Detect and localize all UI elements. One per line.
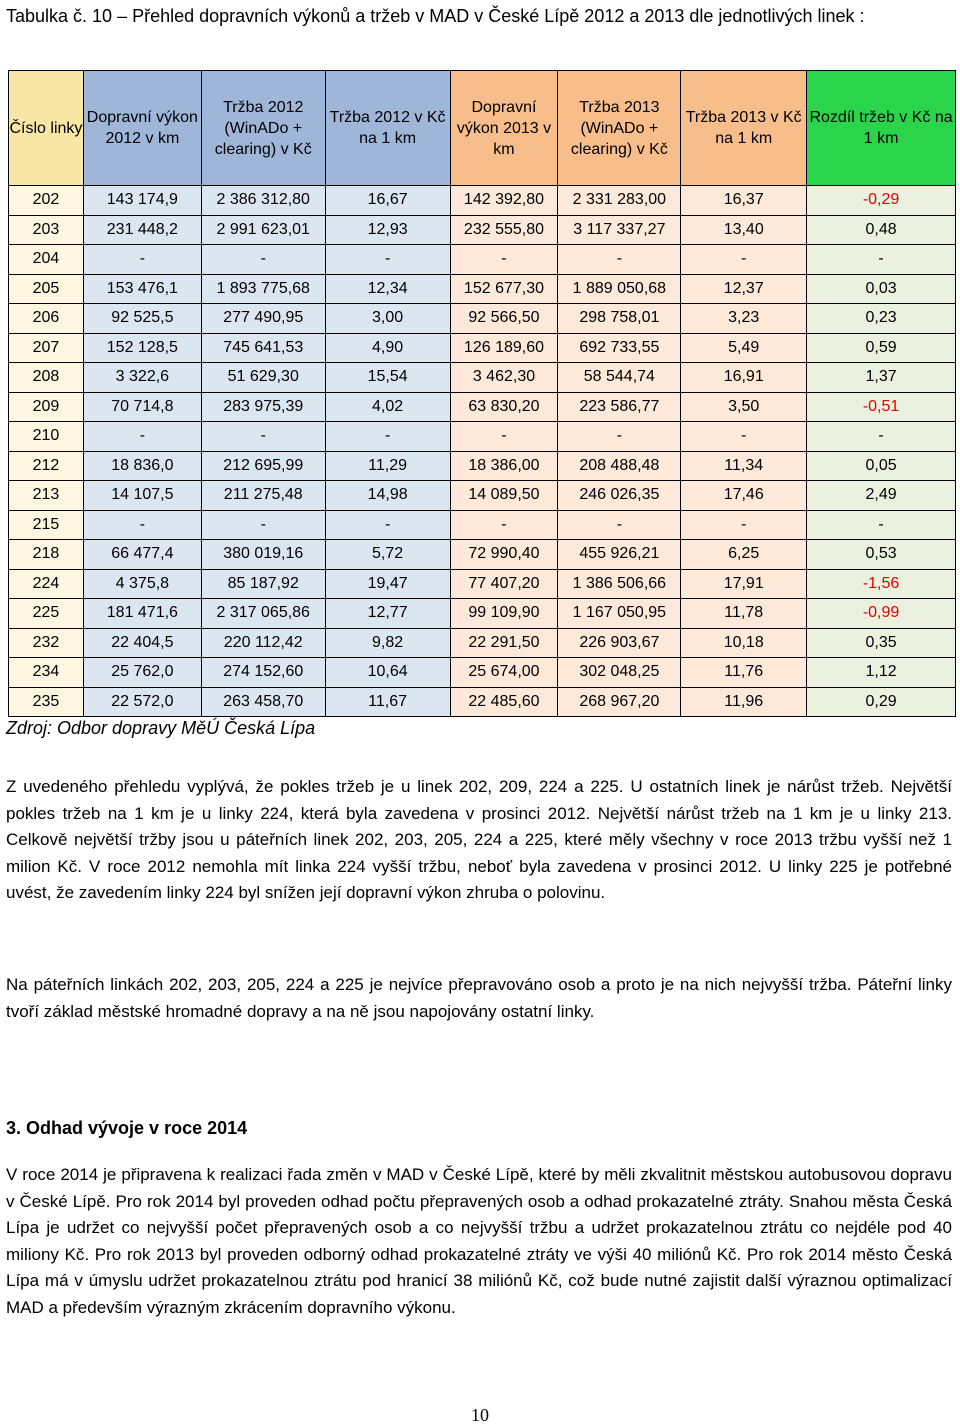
cell-revenue-per-km-2013: 11,78 [681, 599, 807, 629]
cell-line-number: 203 [9, 215, 84, 245]
cell-output-2012: - [83, 510, 201, 540]
cell-revenue-per-km-2012: 4,02 [325, 392, 450, 422]
cell-output-2013: - [450, 510, 558, 540]
cell-revenue-difference: - [807, 245, 956, 275]
cell-revenue-per-km-2012: 9,82 [325, 628, 450, 658]
cell-output-2012: 66 477,4 [83, 540, 201, 570]
cell-line-number: 206 [9, 304, 84, 334]
cell-revenue-2012: 212 695,99 [201, 451, 325, 481]
cell-revenue-2012: 51 629,30 [201, 363, 325, 393]
cell-revenue-2012: 277 490,95 [201, 304, 325, 334]
cell-revenue-difference: 0,53 [807, 540, 956, 570]
cell-revenue-2013: - [558, 510, 681, 540]
cell-revenue-difference: - [807, 510, 956, 540]
cell-line-number: 209 [9, 392, 84, 422]
cell-output-2013: 25 674,00 [450, 658, 558, 688]
cell-output-2012: - [83, 422, 201, 452]
cell-output-2013: - [450, 245, 558, 275]
header-revenue-2013: Tržba 2013 (WinADo + clearing) v Kč [558, 71, 681, 186]
cell-output-2013: 22 485,60 [450, 687, 558, 717]
header-output-2013: Dopravní výkon 2013 v km [450, 71, 558, 186]
page-number: 10 [471, 1405, 489, 1425]
cell-line-number: 234 [9, 658, 84, 688]
cell-revenue-per-km-2013: - [681, 422, 807, 452]
table-row [9, 304, 956, 334]
cell-revenue-2013: 2 331 283,00 [558, 186, 681, 216]
cell-revenue-2013: 246 026,35 [558, 481, 681, 511]
cell-revenue-2013: 1 167 050,95 [558, 599, 681, 629]
table-row [9, 451, 956, 481]
cell-revenue-2013: 268 967,20 [558, 687, 681, 717]
cell-output-2012: 14 107,5 [83, 481, 201, 511]
cell-revenue-difference: 2,49 [807, 481, 956, 511]
table-row [9, 540, 956, 570]
table-row [9, 363, 956, 393]
table-row [9, 392, 956, 422]
table-body [9, 186, 956, 717]
cell-revenue-per-km-2012: 12,77 [325, 599, 450, 629]
paragraph-trunk-lines: Na páteřních linkách 202, 203, 205, 224 a 225 je nejvíce přepravováno osob a proto je na nich nejvyšší tržba. Páteřní linky tvoří základ městské hromadné dopravy a na ně jsou napojovány ostatní linky. [6, 975, 952, 1021]
cell-revenue-2012: 380 019,16 [201, 540, 325, 570]
table-row [9, 274, 956, 304]
table-caption: Tabulka č. 10 – Přehled dopravních výkonů a tržeb v MAD v České Lípě 2012 a 2013 dle jednotlivých linek : [6, 6, 865, 26]
cell-revenue-per-km-2012: 4,90 [325, 333, 450, 363]
paragraph-estimate-2014: V roce 2014 je připravena k realizaci řada změn v MAD v České Lípě, které by měli zkvalitnit městskou autobusovou dopravu v České Lípě. Pro rok 2014 byl proveden odhad počtu přepravených osob a odhad prokazatelné ztráty. Snahou města Česká Lípa je udržet co nejvyšší počet přepravených osob a co nejvyšší tržbu a udržet prokazatelnou ztrátu co nejdéle pod 40 miliony Kč. Pro rok 2013 byl proveden odborný odhad prokazatelné ztráty ve výši 40 miliónů Kč. Pro rok 2014 město Česká Lípa má v úmyslu udržet prokazatelnou ztrátu pod hranicí 38 miliónů Kč, což bude nutné zajistit další výraznou optimalizací MAD a především výrazným zkrácením dopravního výkonu. [6, 1165, 952, 1317]
cell-revenue-per-km-2013: - [681, 510, 807, 540]
cell-revenue-per-km-2012: 11,29 [325, 451, 450, 481]
cell-revenue-difference: 0,05 [807, 451, 956, 481]
cell-output-2013: - [450, 422, 558, 452]
cell-output-2013: 142 392,80 [450, 186, 558, 216]
table-row [9, 569, 956, 599]
cell-revenue-per-km-2012: - [325, 245, 450, 275]
cell-revenue-difference: 0,03 [807, 274, 956, 304]
cell-revenue-2013: - [558, 245, 681, 275]
cell-output-2012: 18 836,0 [83, 451, 201, 481]
cell-revenue-difference: 0,48 [807, 215, 956, 245]
cell-output-2013: 22 291,50 [450, 628, 558, 658]
cell-revenue-difference: 0,29 [807, 687, 956, 717]
cell-line-number: 232 [9, 628, 84, 658]
cell-line-number: 208 [9, 363, 84, 393]
cell-revenue-2013: - [558, 422, 681, 452]
cell-revenue-per-km-2013: 16,37 [681, 186, 807, 216]
cell-revenue-2012: - [201, 510, 325, 540]
cell-revenue-2012: 745 641,53 [201, 333, 325, 363]
cell-revenue-per-km-2013: 11,96 [681, 687, 807, 717]
cell-revenue-difference: 0,59 [807, 333, 956, 363]
cell-revenue-2012: 220 112,42 [201, 628, 325, 658]
cell-revenue-2013: 208 488,48 [558, 451, 681, 481]
cell-revenue-2013: 1 889 050,68 [558, 274, 681, 304]
cell-revenue-per-km-2013: - [681, 245, 807, 275]
cell-revenue-per-km-2012: 14,98 [325, 481, 450, 511]
cell-revenue-2012: 263 458,70 [201, 687, 325, 717]
cell-revenue-2012: 274 152,60 [201, 658, 325, 688]
cell-revenue-per-km-2013: 12,37 [681, 274, 807, 304]
cell-revenue-per-km-2012: 10,64 [325, 658, 450, 688]
cell-revenue-per-km-2013: 3,50 [681, 392, 807, 422]
cell-revenue-per-km-2013: 11,76 [681, 658, 807, 688]
cell-revenue-per-km-2013: 13,40 [681, 215, 807, 245]
cell-revenue-2012: 211 275,48 [201, 481, 325, 511]
cell-revenue-difference: 0,23 [807, 304, 956, 334]
table-row [9, 628, 956, 658]
table-row [9, 510, 956, 540]
section-heading: 3. Odhad vývoje v roce 2014 [6, 1118, 248, 1138]
cell-revenue-2013: 226 903,67 [558, 628, 681, 658]
cell-revenue-difference: 1,37 [807, 363, 956, 393]
cell-revenue-per-km-2013: 16,91 [681, 363, 807, 393]
cell-output-2012: 231 448,2 [83, 215, 201, 245]
cell-revenue-per-km-2012: 16,67 [325, 186, 450, 216]
cell-line-number: 204 [9, 245, 84, 275]
traffic-revenue-table [8, 70, 956, 717]
cell-output-2013: 14 089,50 [450, 481, 558, 511]
cell-revenue-per-km-2012: - [325, 422, 450, 452]
header-line-number: Číslo linky [9, 71, 84, 186]
cell-output-2013: 92 566,50 [450, 304, 558, 334]
cell-revenue-difference: -0,51 [807, 392, 956, 422]
cell-revenue-per-km-2012: 5,72 [325, 540, 450, 570]
cell-output-2013: 152 677,30 [450, 274, 558, 304]
cell-output-2012: 3 322,6 [83, 363, 201, 393]
cell-output-2013: 77 407,20 [450, 569, 558, 599]
cell-line-number: 207 [9, 333, 84, 363]
cell-output-2012: 152 128,5 [83, 333, 201, 363]
cell-line-number: 224 [9, 569, 84, 599]
cell-revenue-difference: - [807, 422, 956, 452]
table-header-row [9, 71, 956, 186]
cell-revenue-2013: 1 386 506,66 [558, 569, 681, 599]
cell-output-2012: 181 471,6 [83, 599, 201, 629]
cell-revenue-per-km-2013: 10,18 [681, 628, 807, 658]
cell-revenue-difference: -0,99 [807, 599, 956, 629]
cell-revenue-2013: 3 117 337,27 [558, 215, 681, 245]
cell-revenue-per-km-2013: 5,49 [681, 333, 807, 363]
cell-output-2012: 25 762,0 [83, 658, 201, 688]
cell-revenue-2012: - [201, 422, 325, 452]
cell-output-2013: 63 830,20 [450, 392, 558, 422]
cell-output-2012: 92 525,5 [83, 304, 201, 334]
cell-revenue-2012: - [201, 245, 325, 275]
cell-revenue-per-km-2012: 15,54 [325, 363, 450, 393]
cell-revenue-per-km-2012: 11,67 [325, 687, 450, 717]
cell-output-2012: 22 404,5 [83, 628, 201, 658]
table-source: Zdroj: Odbor dopravy MěÚ Česká Lípa [6, 718, 316, 738]
cell-revenue-per-km-2012: - [325, 510, 450, 540]
header-revenue-2012: Tržba 2012 (WinADo + clearing) v Kč [201, 71, 325, 186]
cell-revenue-2012: 2 386 312,80 [201, 186, 325, 216]
cell-line-number: 225 [9, 599, 84, 629]
cell-revenue-2012: 1 893 775,68 [201, 274, 325, 304]
cell-line-number: 210 [9, 422, 84, 452]
header-revenue-per-km-2013: Tržba 2013 v Kč na 1 km [681, 71, 807, 186]
cell-revenue-2012: 85 187,92 [201, 569, 325, 599]
header-revenue-per-km-2012: Tržba 2012 v Kč na 1 km [325, 71, 450, 186]
paragraph-summary: Z uvedeného přehledu vyplývá, že pokles tržeb je u linek 202, 209, 224 a 225. U ostatních linek je nárůst tržeb. Největší pokles tržeb na 1 km je u linky 224, která byla zavedena v prosinci 2012. Největší nárůst tržeb na 1 km je u linky 213. Celkově největší tržby jsou u páteřních linek 202, 203, 205, 224 a 225, které měly všechny v roce 2013 tržbu vyšší než 1 milion Kč. V roce 2012 nemohla mít linka 224 vyšší tržbu, neboť byla zavedena v prosinci 2012. U linky 225 je potřebné uvést, že zavedením linky 224 byl snížen její dopravní výkon zhruba o polovinu. [6, 777, 952, 902]
cell-output-2012: - [83, 245, 201, 275]
cell-output-2013: 18 386,00 [450, 451, 558, 481]
cell-revenue-difference: 0,35 [807, 628, 956, 658]
cell-output-2013: 232 555,80 [450, 215, 558, 245]
cell-line-number: 218 [9, 540, 84, 570]
cell-output-2013: 126 189,60 [450, 333, 558, 363]
table-row [9, 422, 956, 452]
cell-revenue-per-km-2012: 3,00 [325, 304, 450, 334]
cell-output-2013: 99 109,90 [450, 599, 558, 629]
table-row [9, 687, 956, 717]
cell-output-2013: 3 462,30 [450, 363, 558, 393]
cell-revenue-per-km-2013: 6,25 [681, 540, 807, 570]
cell-revenue-2013: 58 544,74 [558, 363, 681, 393]
cell-revenue-2013: 298 758,01 [558, 304, 681, 334]
cell-revenue-2013: 455 926,21 [558, 540, 681, 570]
table-row [9, 658, 956, 688]
cell-line-number: 213 [9, 481, 84, 511]
cell-line-number: 235 [9, 687, 84, 717]
cell-revenue-per-km-2013: 11,34 [681, 451, 807, 481]
cell-output-2012: 143 174,9 [83, 186, 201, 216]
cell-revenue-per-km-2012: 12,34 [325, 274, 450, 304]
cell-revenue-per-km-2012: 12,93 [325, 215, 450, 245]
cell-output-2012: 70 714,8 [83, 392, 201, 422]
cell-revenue-per-km-2013: 17,46 [681, 481, 807, 511]
cell-revenue-2012: 283 975,39 [201, 392, 325, 422]
table-row [9, 333, 956, 363]
table-row [9, 481, 956, 511]
table-row [9, 215, 956, 245]
cell-revenue-per-km-2013: 17,91 [681, 569, 807, 599]
cell-revenue-per-km-2012: 19,47 [325, 569, 450, 599]
cell-revenue-2013: 302 048,25 [558, 658, 681, 688]
header-output-2012: Dopravní výkon 2012 v km [83, 71, 201, 186]
cell-line-number: 205 [9, 274, 84, 304]
table-row [9, 186, 956, 216]
cell-revenue-2012: 2 317 065,86 [201, 599, 325, 629]
table-row [9, 245, 956, 275]
cell-revenue-2012: 2 991 623,01 [201, 215, 325, 245]
cell-output-2012: 22 572,0 [83, 687, 201, 717]
cell-revenue-2013: 692 733,55 [558, 333, 681, 363]
cell-line-number: 215 [9, 510, 84, 540]
cell-line-number: 202 [9, 186, 84, 216]
cell-revenue-2013: 223 586,77 [558, 392, 681, 422]
cell-revenue-difference: 1,12 [807, 658, 956, 688]
header-revenue-difference: Rozdíl tržeb v Kč na 1 km [807, 71, 956, 186]
cell-output-2012: 153 476,1 [83, 274, 201, 304]
cell-line-number: 212 [9, 451, 84, 481]
cell-output-2013: 72 990,40 [450, 540, 558, 570]
cell-output-2012: 4 375,8 [83, 569, 201, 599]
cell-revenue-per-km-2013: 3,23 [681, 304, 807, 334]
cell-revenue-difference: -1,56 [807, 569, 956, 599]
table-row [9, 599, 956, 629]
cell-revenue-difference: -0,29 [807, 186, 956, 216]
